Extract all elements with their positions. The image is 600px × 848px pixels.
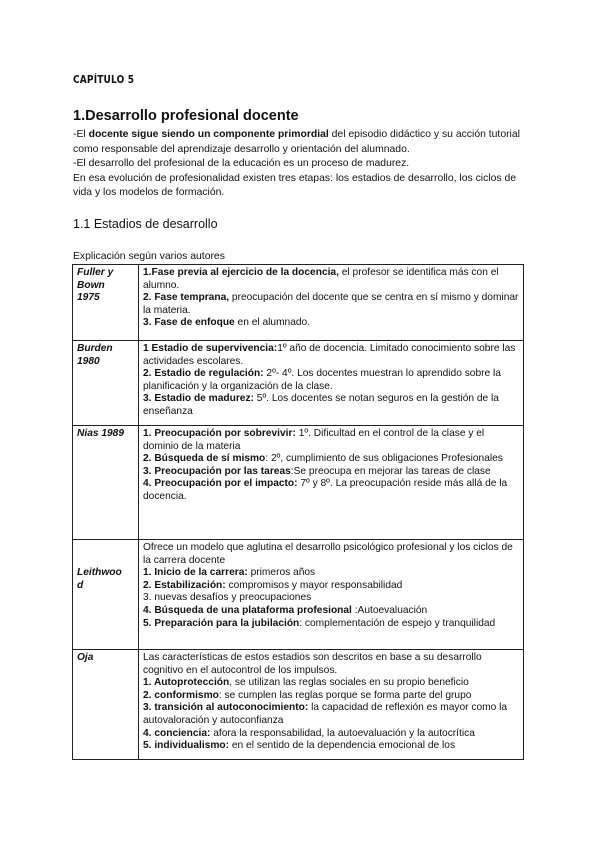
author-name-line (77, 542, 135, 555)
description-line (143, 453, 520, 466)
author-cell (73, 341, 139, 426)
author-name-line: Burden (77, 343, 113, 354)
author-name-line: Fuller y (77, 267, 114, 278)
stage-label: 3. Preocupación por las tareas (143, 465, 291, 477)
description-line (143, 542, 520, 567)
table-row (73, 341, 524, 426)
table-caption: Explicación según varios autores (73, 251, 225, 262)
description-line (143, 478, 520, 503)
author-cell (73, 650, 139, 760)
stage-description: compromisos y mayor responsabilidad (225, 579, 403, 591)
stage-description: el profesor se identifica más con el alumno. (143, 267, 499, 291)
description-line (143, 317, 520, 330)
stage-label: 1. Autoprotección (143, 677, 230, 689)
stage-label: 4. Búsqueda de una plataforma profesional (143, 604, 352, 616)
description-cell (139, 341, 524, 426)
author-cell (73, 265, 139, 341)
description-cell (139, 426, 524, 540)
author-name-line (77, 555, 135, 568)
description-line (143, 605, 520, 618)
description-line (143, 580, 520, 593)
intro-paragraph-1 (73, 128, 533, 157)
description-line (143, 292, 520, 317)
stage-label: 2. Búsqueda de sí mismo (143, 453, 266, 465)
stage-label: 2. Estadio de regulación: (143, 368, 264, 380)
description-line (143, 652, 520, 677)
chapter-label: CAPÍTULO 5 (73, 73, 135, 86)
description-line (143, 702, 520, 727)
intro-paragraph-2: -El desarrollo del profesional de la educación es un proceso de madurez. (73, 158, 410, 169)
table-row (73, 426, 524, 540)
description-cell (139, 650, 524, 760)
stage-label: 5. Preparación para la jubilación (143, 617, 300, 629)
stage-description: afora la responsabilidad, la autoevaluación y la autocrítica (210, 727, 475, 739)
stage-label: 4. Preocupación por el impacto: (143, 478, 298, 490)
description-line (143, 466, 520, 479)
stage-description: , se utilizan las reglas sociales en su propio beneficio (229, 677, 469, 689)
description-cell (139, 540, 524, 650)
stage-description: en el sentido de la dependencia emocional de los (229, 740, 456, 752)
description-line (143, 592, 520, 605)
author-name-line: Leithwoo (77, 567, 122, 579)
description-line (143, 618, 520, 631)
authors-table (72, 264, 524, 760)
stage-label: 2. conformismo (143, 689, 219, 701)
stage-description: primeros años (247, 567, 316, 579)
description-line (143, 740, 520, 753)
stage-label: 1 Estadio de supervivencia: (143, 343, 278, 354)
stage-label: 3. transición al autoconocimiento: (143, 702, 309, 714)
intro-p1-bold: docente sigue siendo un componente primordial (88, 129, 329, 140)
table-row (73, 265, 524, 341)
author-name-line: Bown (77, 279, 105, 291)
description-line (143, 393, 520, 418)
stage-label: 1. Preocupación por sobrevivir: (143, 428, 296, 439)
author-name-line: 1980 (77, 355, 100, 367)
author-name-line: Oja (77, 652, 94, 663)
stage-description: : se cumplen las reglas porque se forma parte del grupo (218, 689, 472, 701)
intro-text (73, 128, 533, 201)
author-cell (73, 426, 139, 540)
description-line (143, 343, 520, 368)
stage-description: :Se preocupa en mejorar las tareas de clase (290, 465, 491, 477)
description-line (143, 690, 520, 703)
stage-label: 5. individualismo: (143, 740, 230, 752)
stage-description: 1º. Dificultad en el control de la clase y el dominio de la materia (143, 428, 485, 452)
description-line (143, 428, 520, 453)
stage-label: 4. conciencia: (143, 727, 211, 739)
stage-label: 2. Fase temprana, (143, 292, 230, 304)
intro-paragraph-3: En esa evolución de profesionalidad existen tres etapas: los estadios de desarrollo, los ciclos de vida y los modelos de formación. (73, 172, 517, 198)
stage-label: 1. Inicio de la carrera: (143, 567, 248, 579)
stage-description: preocupación del docente que se centra en sí mismo y dominar la materia. (143, 292, 519, 316)
intro-p1-prefix: -El (73, 129, 89, 140)
stage-description: : complementación de espejo y tranquilidad (299, 617, 496, 629)
author-name-line: d (77, 579, 84, 591)
stage-description: 3. nuevas desafíos y preocupaciones (143, 592, 312, 604)
intro-p1-suffix: del episodio didáctico y su acción tutorial como responsable del aprendizaje desarrollo y orientación del alumnado. (73, 129, 520, 155)
section-heading: 1.Desarrollo profesional docente (73, 108, 299, 124)
table-row (73, 540, 524, 650)
table-row (73, 650, 524, 760)
stage-description: 5º. Los docentes se notan seguros en la gestión de la enseñanza (143, 393, 499, 417)
author-cell (73, 540, 139, 650)
description-cell (139, 265, 524, 341)
description-line (143, 728, 520, 741)
stage-label: 2. Estabilización: (143, 579, 226, 591)
stage-description: 1º año de docencia. Limitado conocimiento sobre las actividades escolares. (143, 343, 516, 367)
stage-label: 1.Fase previa al ejercicio de la docencia, (143, 267, 339, 278)
subsection-heading: 1.1 Estadios de desarrollo (73, 217, 218, 231)
stage-description: en el alumnado. (234, 317, 311, 329)
description-line (143, 677, 520, 690)
description-line (143, 368, 520, 393)
stage-label: 3. Fase de enfoque (143, 317, 235, 329)
stage-description: 7º y 8º. La preocupación reside más allá de la docencia. (143, 478, 508, 502)
stage-description: la capacidad de reflexión es mayor como la autovaloración y autoconfianza (143, 702, 508, 726)
author-name-line: 1975 (77, 292, 100, 304)
stage-description: : 2º, cumplimiento de sus obligaciones Profesionales (265, 453, 503, 465)
stage-description: :Autoevaluación (351, 604, 428, 616)
stage-label: 3. Estadio de madurez: (143, 393, 254, 405)
stage-description: Ofrece un modelo que aglutina el desarrollo psicológico profesional y los ciclos de la carrera docente (143, 542, 513, 566)
author-name-line: Nias 1989 (77, 428, 125, 439)
stage-description: Las características de estos estadios son descritos en base a su desarrollo cognitivo en el autocontrol de los impulsos. (143, 652, 482, 676)
description-line (143, 267, 520, 292)
description-line (143, 567, 520, 580)
stage-description: 2º- 4º. Los docentes muestran lo aprendido sobre la planificación y la organización de la clase. (143, 368, 501, 392)
